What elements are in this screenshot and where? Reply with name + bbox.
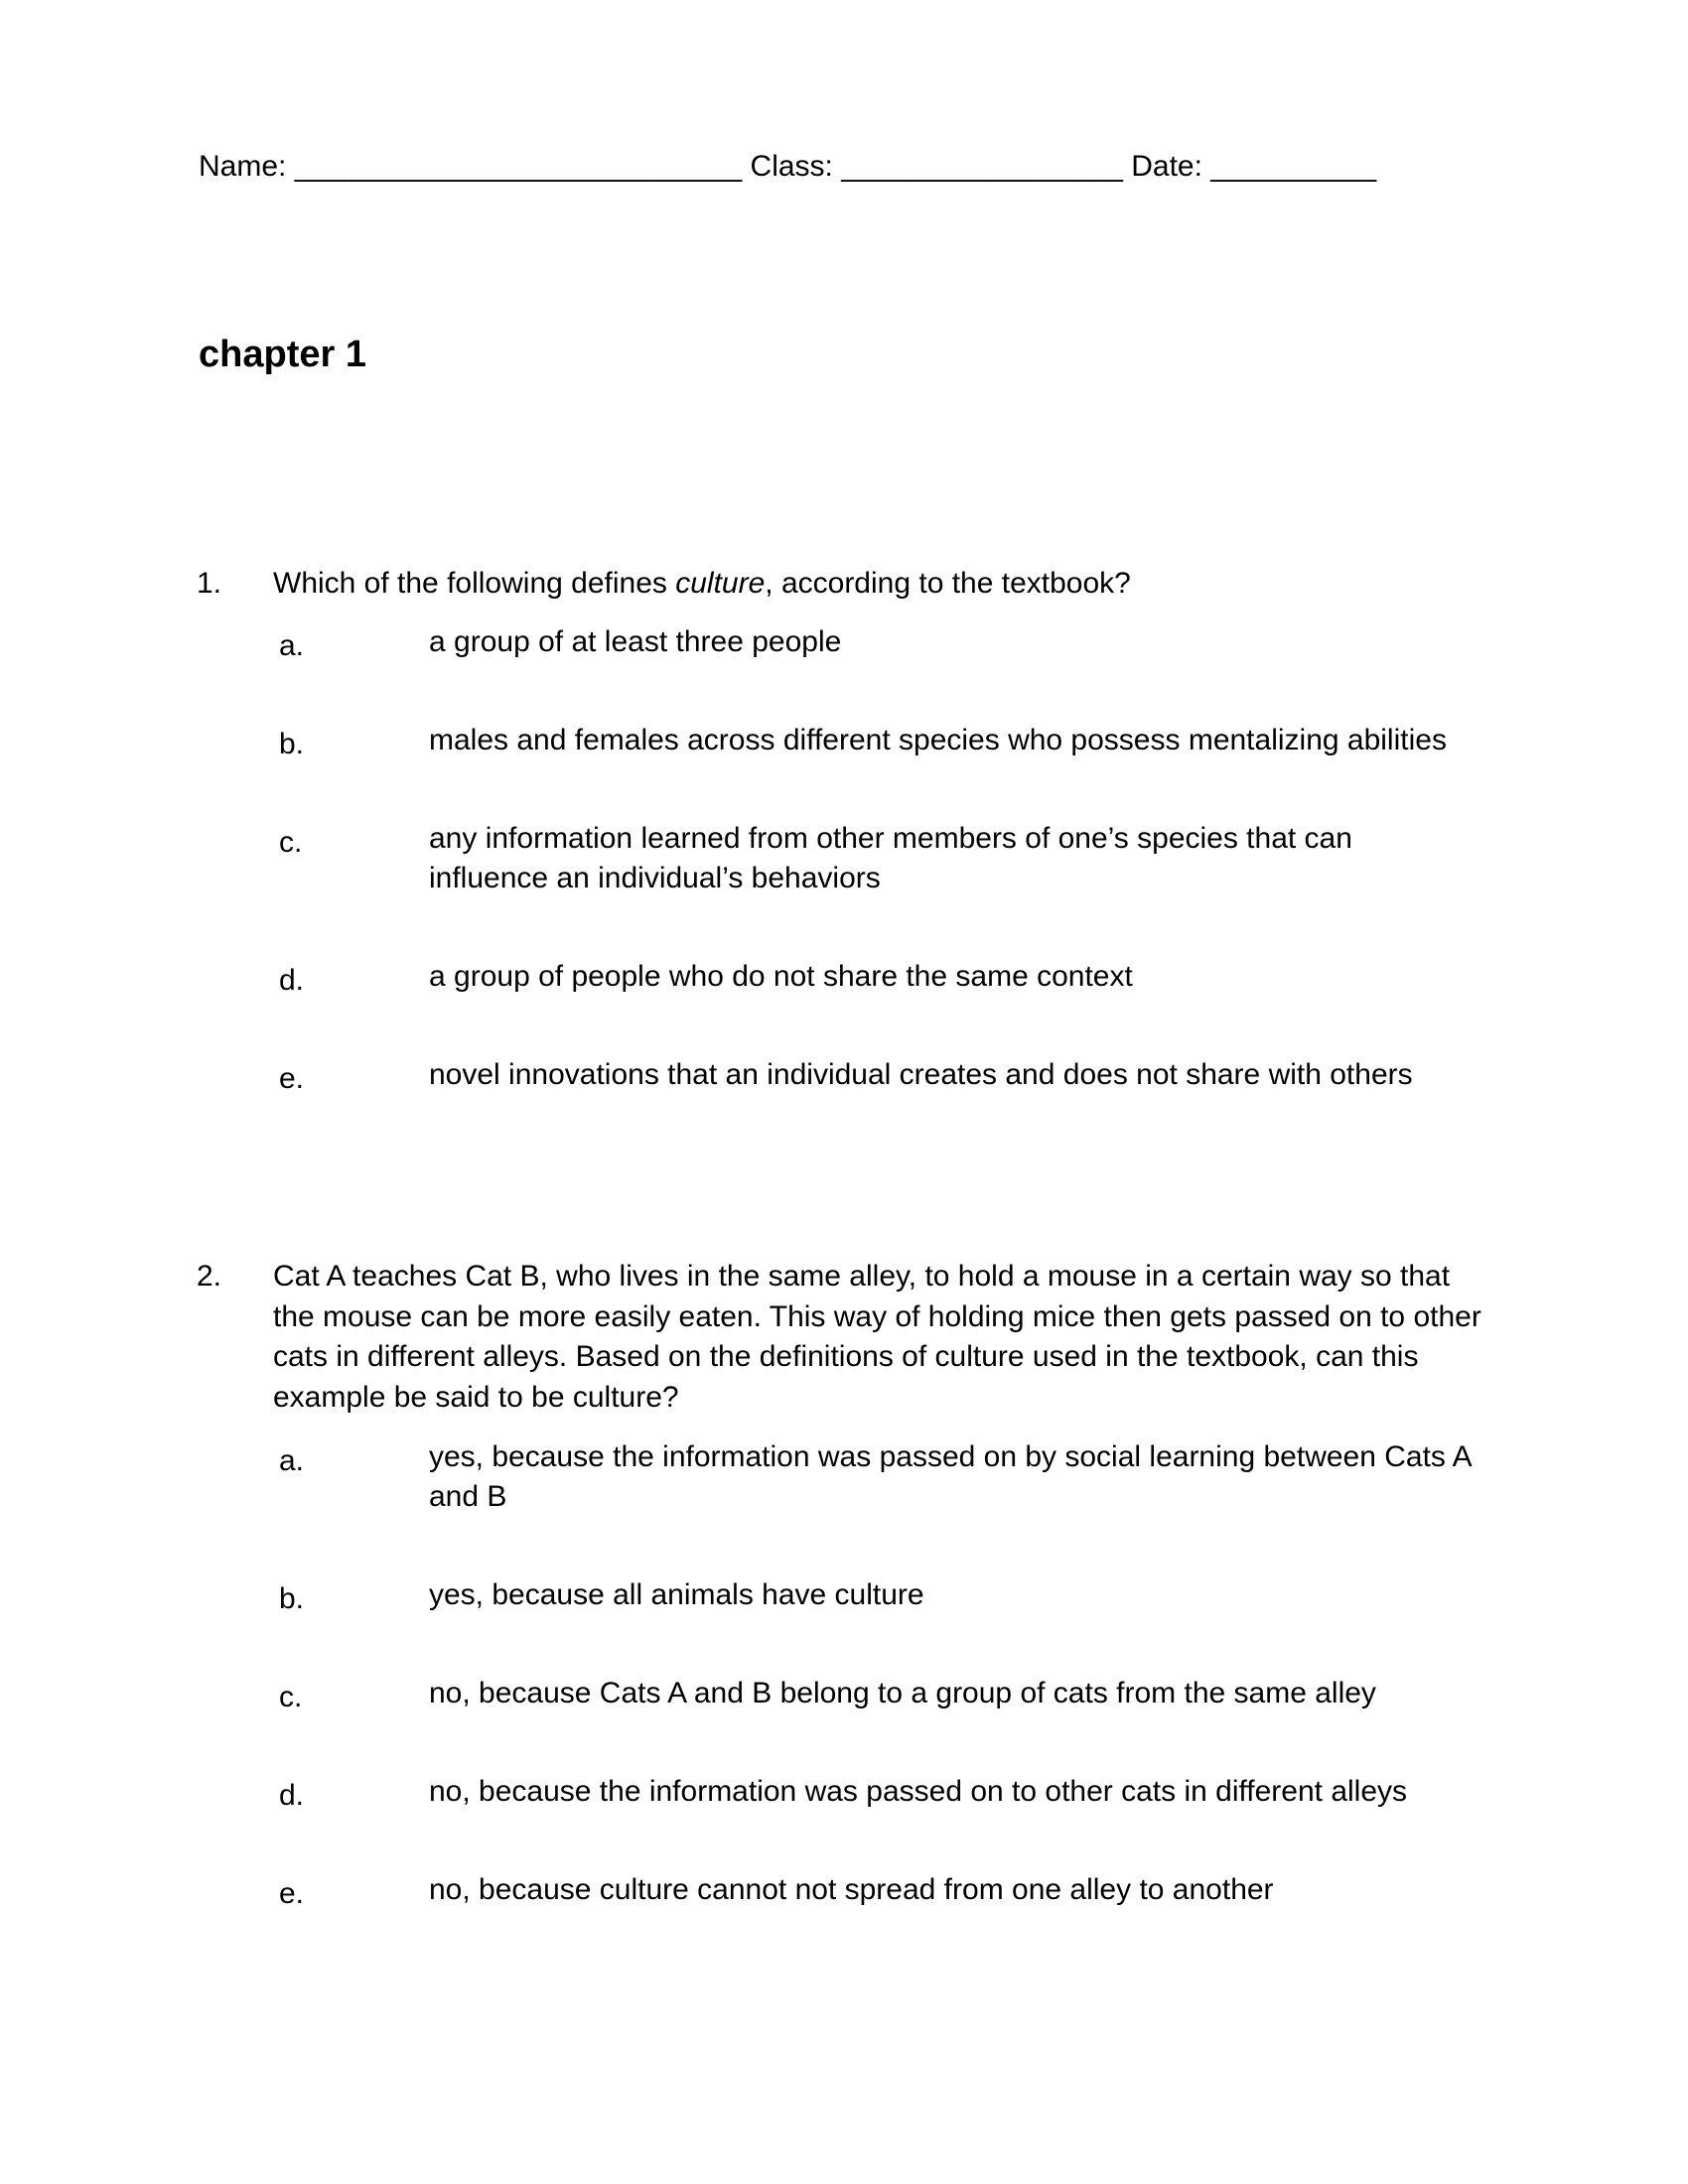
- class-label: Class:: [750, 150, 833, 183]
- student-info-header: [199, 147, 1376, 187]
- option-letter: a.: [279, 629, 305, 662]
- option-text: no, because the information was passed on to other cats in different alleys: [429, 1775, 1408, 1808]
- option-text: yes, because all animals have culture: [429, 1578, 924, 1611]
- option-text: males and females across different species who possess mentalizing abilities: [429, 724, 1447, 756]
- option-letter: c.: [279, 1681, 303, 1713]
- option-text: any information learned from other members of one’s species that can influence an individual’s behaviors: [429, 822, 1352, 894]
- date-label: Date:: [1131, 150, 1202, 183]
- class-blank: _________________: [841, 150, 1123, 183]
- name-blank: ___________________________: [294, 150, 743, 183]
- option-letter: e.: [279, 1062, 305, 1095]
- option-text: no, because Cats A and B belong to a group of cats from the same alley: [429, 1677, 1376, 1709]
- option-text: novel innovations that an individual creates and does not share with others: [429, 1058, 1413, 1091]
- name-label: Name:: [199, 150, 287, 183]
- question-text: Which of the following defines culture, according to the textbook?: [273, 567, 1131, 600]
- option-letter: b.: [279, 1582, 305, 1615]
- date-blank: __________: [1210, 150, 1377, 183]
- option-letter: d.: [279, 1779, 305, 1812]
- question-number: 1.: [197, 567, 222, 600]
- question-number: 2.: [197, 1260, 222, 1293]
- chapter-title: chapter 1: [199, 334, 366, 375]
- question-text: Cat A teaches Cat B, who lives in the same alley, to hold a mouse in a certain way so that the mouse can be more easily eaten. This way of holding mice then gets passed on to other cats in different alleys. Based on the definitions of culture used in the textbook, can this example be said to be culture?: [273, 1260, 1481, 1414]
- option-text: no, because culture cannot not spread from one alley to another: [429, 1873, 1274, 1906]
- option-text: a group of at least three people: [429, 625, 842, 658]
- option-text: yes, because the information was passed on by social learning between Cats A and B: [429, 1440, 1471, 1513]
- option-letter: b.: [279, 728, 305, 760]
- option-letter: a.: [279, 1444, 305, 1477]
- option-letter: d.: [279, 964, 305, 997]
- option-text: a group of people who do not share the same context: [429, 960, 1133, 993]
- option-letter: c.: [279, 826, 303, 859]
- emphasized-term: culture: [675, 567, 766, 600]
- option-letter: e.: [279, 1877, 305, 1910]
